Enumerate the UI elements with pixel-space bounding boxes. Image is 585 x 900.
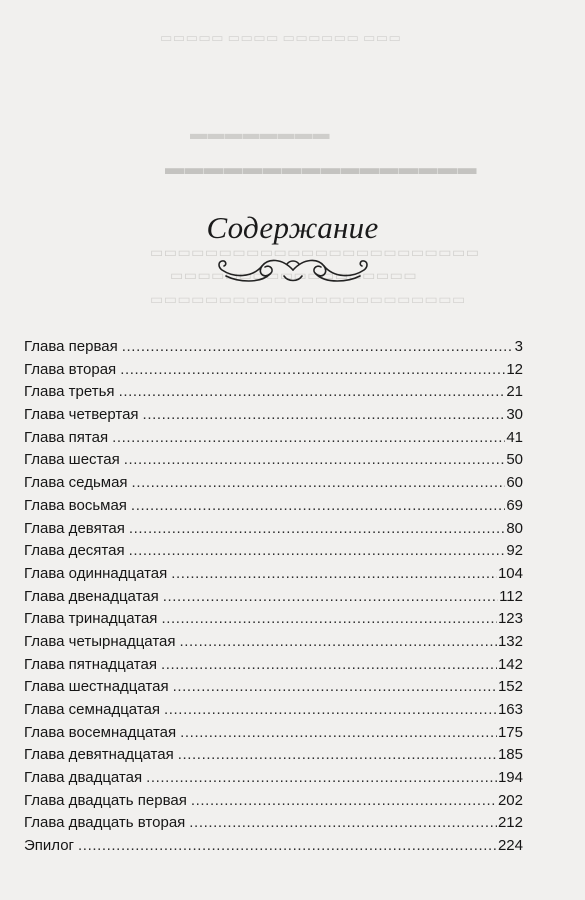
toc-entry	[24, 563, 523, 586]
toc-entry	[24, 427, 523, 450]
toc-entry-page-number: 212	[497, 814, 523, 832]
toc-dot-leader	[191, 790, 497, 813]
toc-entry	[24, 540, 523, 563]
table-of-contents	[24, 336, 523, 858]
toc-entry-label: Глава четвертая	[24, 406, 139, 424]
toc-entry-page-number: 185	[497, 746, 523, 764]
toc-entry-page-number: 123	[497, 610, 523, 628]
bleed-through-mark: ▭▭▭▭▭ ▭▭▭▭ ▭▭▭▭▭▭ ▭▭▭	[160, 30, 402, 45]
toc-entry-page-number: 30	[506, 406, 523, 424]
toc-dot-leader	[78, 835, 497, 858]
toc-entry	[24, 722, 523, 745]
toc-entry-label: Глава тринадцатая	[24, 610, 158, 628]
toc-entry	[24, 449, 523, 472]
toc-entry-label: Глава одиннадцатая	[24, 564, 168, 582]
toc-entry	[24, 676, 523, 699]
toc-entry	[24, 790, 523, 813]
toc-dot-leader	[164, 699, 497, 722]
toc-entry	[24, 472, 523, 495]
toc-entry-label: Глава двадцать первая	[24, 791, 187, 809]
toc-dot-leader	[120, 359, 505, 382]
toc-dot-leader	[124, 449, 506, 472]
toc-entry-page-number: 60	[506, 474, 523, 492]
toc-entry-page-number: 132	[497, 632, 523, 650]
toc-dot-leader	[122, 336, 514, 359]
page-title: Содержание	[206, 210, 379, 245]
toc-entry-label: Глава седьмая	[24, 474, 128, 492]
toc-entry-page-number: 80	[506, 519, 523, 537]
toc-entry	[24, 495, 523, 518]
toc-entry	[24, 608, 523, 631]
toc-dot-leader	[129, 518, 505, 541]
toc-entry-label: Глава девятая	[24, 519, 125, 537]
toc-entry-label: Глава семнадцатая	[24, 701, 160, 718]
toc-entry-page-number: 112	[499, 587, 523, 605]
toc-dot-leader	[173, 676, 497, 699]
toc-dot-leader	[189, 812, 497, 835]
toc-entry-label: Глава шестая	[24, 451, 120, 469]
toc-entry-page-number: 202	[497, 791, 523, 809]
toc-entry-label: Глава восемнадцатая	[24, 723, 177, 741]
toc-entry-label: Глава пятнадцатая	[24, 655, 157, 673]
toc-entry-page-number: 175	[497, 723, 523, 741]
toc-entry-label: Глава шестнадцатая	[24, 678, 169, 696]
toc-entry-label: Глава третья	[24, 383, 115, 401]
toc-entry	[24, 767, 523, 790]
toc-entry	[24, 654, 523, 677]
toc-entry-label: Глава первая	[24, 338, 118, 355]
toc-entry-label: Глава девятнадцатая	[24, 746, 174, 764]
toc-entry	[24, 381, 523, 404]
toc-entry-label: Эпилог	[24, 837, 75, 855]
toc-entry	[24, 835, 523, 858]
toc-dot-leader	[143, 404, 506, 427]
toc-entry-label: Глава восьмая	[24, 496, 127, 514]
bleed-through-mark: ▭▭▭▭▭▭▭▭▭▭▭▭▭▭▭▭▭▭	[170, 269, 418, 284]
toc-entry-page-number: 194	[497, 769, 523, 787]
toc-dot-leader	[131, 495, 505, 518]
toc-entry-label: Глава четырнадцатая	[24, 632, 176, 650]
toc-dot-leader	[171, 563, 497, 586]
toc-entry-page-number: 3	[514, 338, 523, 355]
toc-entry-page-number: 142	[497, 655, 523, 673]
toc-dot-leader	[161, 654, 497, 677]
toc-entry-page-number: 41	[506, 428, 523, 446]
bleed-through-mark: ▬▬▬▬▬▬▬▬	[190, 124, 330, 143]
toc-entry-label: Глава пятая	[24, 428, 109, 446]
toc-entry-label: Глава двенадцатая	[24, 587, 159, 605]
toc-dot-leader	[132, 472, 506, 495]
toc-entry-page-number: 50	[506, 451, 523, 469]
toc-dot-leader	[178, 744, 497, 767]
bleed-through-mark: ▭▭▭▭▭▭▭▭▭▭▭▭▭▭▭▭▭▭▭▭▭▭▭▭	[150, 246, 480, 261]
toc-entry-page-number: 69	[506, 496, 523, 514]
toc-entry	[24, 812, 523, 835]
toc-dot-leader	[163, 586, 498, 609]
bleed-through-mark: ▭▭▭▭▭▭▭▭▭▭▭▭▭▭▭▭▭▭▭▭▭▭▭	[150, 293, 466, 308]
toc-entry-page-number: 224	[497, 837, 523, 855]
toc-entry-page-number: 92	[506, 542, 523, 560]
toc-entry	[24, 518, 523, 541]
toc-dot-leader	[112, 427, 505, 450]
flourish-divider-icon	[212, 252, 374, 288]
toc-entry-label: Глава десятая	[24, 542, 125, 560]
toc-entry-label: Глава двадцатая	[24, 769, 143, 787]
toc-dot-leader	[180, 631, 497, 654]
toc-dot-leader	[180, 722, 497, 745]
toc-entry	[24, 586, 523, 609]
toc-dot-leader	[119, 381, 506, 404]
toc-entry-page-number: 21	[506, 383, 523, 401]
toc-entry-label: Глава двадцать вторая	[24, 814, 186, 832]
toc-entry	[24, 631, 523, 654]
toc-dot-leader	[146, 767, 497, 790]
toc-entry	[24, 359, 523, 382]
bleed-through-mark: ▬▬▬▬▬▬▬▬▬▬▬▬▬▬▬▬	[165, 158, 477, 179]
toc-entry	[24, 744, 523, 767]
toc-entry	[24, 336, 523, 359]
toc-dot-leader	[129, 540, 506, 563]
toc-entry-page-number: 12	[506, 360, 523, 378]
toc-entry-page-number: 104	[497, 564, 523, 582]
toc-entry	[24, 699, 523, 722]
toc-entry	[24, 404, 523, 427]
toc-dot-leader	[161, 608, 497, 631]
toc-entry-label: Глава вторая	[24, 360, 117, 378]
toc-entry-page-number: 163	[497, 701, 523, 718]
toc-entry-page-number: 152	[497, 678, 523, 696]
